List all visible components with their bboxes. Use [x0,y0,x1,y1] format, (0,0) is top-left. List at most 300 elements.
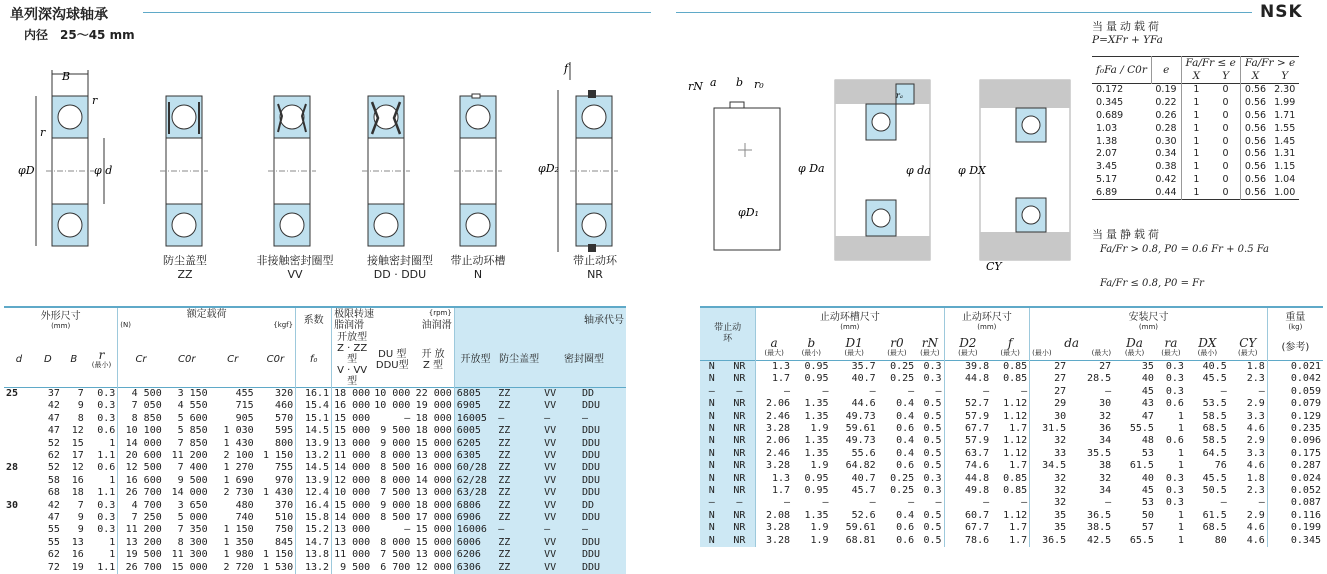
table-cell: 55 [47,524,60,536]
col-x2: X [1251,70,1260,83]
table-cell: 59.61 [845,522,876,534]
hdr-C0r: C0r [177,354,196,365]
factor-cell: 1.03 [1096,122,1118,134]
table-cell: ZZ [496,438,542,450]
table-cell: 0.95 [804,472,829,484]
hdr-open: 开放型 [454,332,496,388]
table-row [700,411,1323,423]
table-cell: NR [724,510,756,522]
table-cell: 2.06 [756,398,792,410]
table-cell: 52.6 [851,509,876,521]
table-cell: 0.95 [804,485,829,497]
table-cell: 58 [47,474,60,486]
text-label: (最小) [801,348,822,357]
factor-cell: 0 [1211,148,1240,161]
mounting-diagrams [680,60,1080,290]
factor-cell: 1 [1193,84,1200,96]
table-cell: — [724,386,756,398]
table-cell: NR [724,535,756,547]
table-cell: — [496,524,542,536]
ddu-bearing-drawing [362,96,410,246]
table-cell: 47 [47,425,60,437]
table-cell: 0.3 [923,485,942,497]
table-cell: 8 500 [380,462,411,474]
table-row [700,448,1323,460]
table-cell: 16.4 [296,500,332,512]
table-cell: 17 [71,450,84,462]
table-cell: 15 000 [415,437,452,449]
table-row [4,537,626,549]
hdr-mount-mm: (mm) [1138,322,1159,331]
table-cell: 0.5 [923,435,942,447]
table-cell: 0.6 [896,460,915,472]
table-cell: 0.059 [1267,386,1323,398]
table-row [700,510,1323,522]
table-cell: 6305 [454,450,496,462]
stat-load-title: 当量静载荷 [1092,228,1162,241]
table-cell: 35 [1030,510,1069,522]
table-cell [4,413,34,425]
hdr-r: r [98,348,105,362]
text-label: (最大) [1161,348,1181,357]
hdr-g2: Z · ZZ型 [337,343,368,365]
table-cell: 26 700 [118,562,164,574]
table-cell: 0.087 [1267,497,1323,509]
hdr-load-n: (N) [120,321,131,329]
table-cell: 20 600 [118,450,164,462]
table-cell: 1 430 [263,487,294,499]
table-cell: VV [542,425,580,437]
table-cell: 2.9 [1246,509,1265,521]
table-cell: DDU [580,487,626,499]
type-label-n [443,254,513,282]
table-cell: 60/28 [454,462,496,474]
table-cell: — [1258,385,1265,397]
table-cell: 6905 [454,400,496,412]
table-cell: 33 [1030,448,1069,460]
right-bearing-table [700,306,1323,547]
table-cell: 18 000 [332,388,373,401]
factor-cell: 1 [1193,174,1200,186]
table-cell: NR [724,361,756,374]
table-cell: N [700,423,724,435]
table-cell: — [1258,497,1265,509]
dim-CY: CY [986,260,1002,273]
table-cell: 64.82 [845,460,876,472]
table-cell: 0.3 [97,412,116,424]
table-cell: 0.079 [1267,398,1323,410]
table-cell: 38.5 [1087,522,1112,534]
factor-cell: 1.55 [1274,122,1296,134]
table-cell: — [756,386,792,398]
text-label: 防尘盖型 [163,254,207,267]
factor-cell: 1 [1193,161,1200,173]
table-row [700,361,1323,374]
table-cell: 76 [1214,460,1227,472]
table-cell: 53.5 [1202,398,1227,410]
hdr-Cr-kgf: Cr [227,354,239,365]
table-row [4,500,626,512]
factor-cell: 0.22 [1151,96,1181,109]
table-cell: 58.5 [1202,435,1227,447]
factor-cell: 1 [1193,97,1200,109]
table-cell: NR [724,485,756,497]
table-cell: DD [580,500,626,512]
table-cell: 570 [275,412,294,424]
table-cell: 15 000 [171,561,208,573]
text-label: N [473,268,483,281]
table-cell: 740 [235,512,254,524]
factor-cell: 0.30 [1151,135,1181,148]
table-cell: DDU [580,475,626,487]
table-cell: 11 200 [118,524,164,536]
table-cell: 2.46 [756,411,792,423]
table-cell: VV [542,500,580,512]
table-cell: 12 [71,462,84,474]
factor-cell: 1 [1193,148,1200,160]
vv-bearing-drawing [268,96,316,246]
table-cell: 0.4 [896,509,915,521]
table-cell: 0.3 [97,499,116,511]
table-cell: 13 200 [118,537,164,549]
table-cell: 39.8 [944,361,991,374]
type-label-zz [145,254,225,282]
dim-ra: rₐ [896,91,903,100]
table-cell: 36 [1099,423,1112,435]
table-cell: N [700,473,724,485]
table-cell: N [700,398,724,410]
page-title: 单列深沟球轴承 [10,7,108,23]
dim-D2: φD₂ [538,162,559,175]
table-cell: 13 [71,536,84,548]
table-cell: 7 350 [177,524,208,536]
factor-cell: 0.56 [1244,122,1267,134]
factor-cell: 0.56 [1244,186,1267,198]
factor-cell: 1.71 [1274,110,1296,122]
table-cell: 47 [47,412,60,424]
table-cell: 9 500 [380,425,411,437]
table-cell: 45.5 [1202,373,1227,385]
table-cell: 14.7 [296,537,332,549]
factor-cell: 0 [1211,173,1240,186]
table-cell: ZZ [496,425,542,437]
table-cell: 18 000 [415,412,452,424]
table-cell: 1.12 [1003,398,1028,410]
table-cell: VV [542,487,580,499]
table-cell: 55.5 [1129,423,1154,435]
hdr-DX: DX [1198,335,1217,350]
table-cell: — [935,497,942,509]
table-row [700,435,1323,447]
table-cell: ZZ [496,537,542,549]
table-cell: 1 [1177,447,1184,459]
factor-cell: 5.17 [1096,174,1118,186]
hdr-f: f [1007,335,1013,350]
table-row [700,485,1323,497]
table-row [700,473,1323,485]
hdr-ring-mm: (mm) [977,322,997,331]
table-cell: 1 [1177,534,1184,546]
table-cell: 36.5 [1087,509,1112,521]
table-cell: 1.8 [1246,361,1265,372]
table-row [700,535,1323,547]
table-cell: VV [542,512,580,524]
table-cell: 32 [1030,497,1069,509]
hdr-du1: DU 型 [378,348,407,360]
table-cell: — [908,497,915,509]
factor-row [1092,135,1299,148]
hdr-f0: f₀ [296,332,332,388]
table-cell: 1.3 [756,361,792,374]
hdr-shield: 防尘盖型 [496,332,542,388]
dim-D: φD [18,164,35,177]
table-cell [4,438,34,450]
table-cell: VV [542,562,580,574]
text-label: 非接触密封圈型 [256,254,334,267]
hdr-outline-unit: (mm) [51,321,71,330]
table-cell: DDU [580,438,626,450]
table-cell: 9 000 [380,437,411,449]
table-cell: 15 000 [332,413,373,425]
hdr-ra: ra [1164,335,1178,350]
table-cell: 68.5 [1202,423,1227,435]
table-cell: 6906 [454,512,496,524]
dim-r-top: r [92,94,98,107]
text-label: (最大) [844,348,864,357]
hdr-g1: 开放型 [337,332,368,343]
table-cell: 6 700 [380,561,411,573]
hdr-groove-mm: (mm) [840,322,860,331]
hdr-load-kgf: {kgf} [273,321,294,329]
table-cell: — [404,412,411,424]
table-cell: 2.06 [756,435,792,447]
table-cell: 35 [1141,361,1154,372]
table-cell: 0.95 [804,361,829,372]
zz-bearing-drawing [160,96,208,246]
table-row [4,562,626,574]
table-cell: 11 300 [171,549,208,561]
factor-cell: 0.28 [1151,122,1181,135]
hdr-outline: 外形尺寸 [40,310,81,322]
hdr-ref: (参考) [1267,334,1323,360]
factor-cell: 1 [1193,135,1200,147]
table-row [4,487,626,499]
table-cell: 1.9 [810,522,829,534]
factor-cell: 0.56 [1244,110,1267,122]
table-cell: 1.7 [756,485,792,497]
table-cell: 0.4 [896,447,915,459]
table-cell: VV [542,438,580,450]
table-cell: 5 850 [177,425,208,437]
table-cell: 0.052 [1267,485,1323,497]
hdr-r-min: (最小) [91,361,112,369]
factor-cell: 1.00 [1274,186,1296,198]
table-cell: 13 000 [415,487,452,499]
table-cell: 16005 [454,413,496,425]
table-cell: 0.6 [896,534,915,546]
table-cell: 1 980 [223,549,254,561]
table-cell: 320 [275,388,294,399]
text-label: (最大) [920,348,940,357]
table-cell: 0.5 [923,398,942,410]
table-cell: 15 000 [332,425,373,437]
table-cell: 35 [1030,522,1069,534]
table-cell: 13.2 [296,562,332,574]
table-cell: 30 [1030,411,1069,423]
table-cell: N [700,522,724,534]
factor-cell: 0.38 [1151,160,1181,173]
dim-rN: rN [688,80,703,93]
table-cell: NR [724,398,756,410]
text-label: 带止动环槽 [450,254,506,267]
table-cell: DDU [580,462,626,474]
hdr-d: d [15,354,23,365]
table-cell [4,487,34,499]
table-cell: ZZ [496,562,542,574]
left-bearing-table [4,306,626,574]
table-cell: 34 [1099,435,1112,447]
col-y1: Y [1211,70,1240,83]
table-row [4,400,626,412]
text-label: DD · DDU [373,268,427,281]
hdr-weight: 重量 [1285,311,1306,323]
table-cell: 0.3 [97,512,116,524]
hdr-speed-unit: {rpm} [428,309,452,317]
table-cell: 970 [275,474,294,486]
hdr-Da: Da [1126,335,1143,350]
table-cell: 0.25 [890,472,915,484]
dim-B: B [62,70,71,83]
table-cell: 45 [1141,485,1154,497]
text-label: (最大) [887,348,907,357]
dim-r0: r₀ [754,78,764,91]
table-cell: 15.8 [296,512,332,524]
text-label: (最大) [958,348,978,357]
table-cell: — [822,497,829,509]
table-cell: 16 000 [415,462,452,474]
hdr-ring-dims: 止动环尺寸 [961,311,1012,323]
table-cell: 61.5 [1202,509,1227,521]
table-cell: 0.6 [97,462,116,474]
table-cell: 1 690 [223,474,254,486]
table-row [700,522,1323,534]
n-bearing-drawing [454,94,502,246]
factor-row [1092,96,1299,109]
table-cell: 1 [109,549,116,561]
text-label: (最大) [1124,348,1145,357]
table-cell: 52.7 [944,398,991,410]
brand-logo: NSK [1260,2,1303,22]
table-cell: 9 000 [380,499,411,511]
hdr-D1: D1 [845,335,863,350]
table-cell: 35.5 [1087,447,1112,459]
table-cell: 1.1 [97,487,116,499]
factor-cell: 0 [1211,109,1240,122]
table-cell: 35.7 [851,361,876,372]
table-cell: 12 000 [332,475,373,487]
table-cell: 0.3 [923,373,942,385]
table-cell: 8 500 [380,512,411,524]
table-cell: 2.9 [1246,398,1265,410]
table-cell: 36.5 [1030,535,1069,547]
table-cell: 67.7 [944,522,991,534]
factor-cell: 0.34 [1151,148,1181,161]
table-cell: 53 [1141,447,1154,459]
table-cell: 13.2 [296,450,332,462]
table-cell: 17 000 [415,512,452,524]
table-cell: 13 000 [332,524,373,536]
table-cell: 47 [1141,410,1154,422]
table-cell: 1.3 [756,473,792,485]
factor-table [1092,56,1299,200]
table-cell: 4 500 [118,388,164,401]
factor-cell: 2.30 [1274,84,1296,96]
table-cell: 0.116 [1267,510,1323,522]
table-cell: 32 [1030,473,1069,485]
table-cell: 8 000 [380,536,411,548]
dim-f: f [564,62,569,75]
table-cell: VV [542,400,580,412]
table-cell: 13 000 [332,438,373,450]
dim-D1: φD₁ [738,206,759,219]
table-cell: N [700,485,724,497]
table-cell: 7 [77,388,84,399]
table-cell: 0.287 [1267,460,1323,472]
table-cell: 750 [275,524,294,536]
hdr-a: a [770,335,778,350]
table-row [4,549,626,561]
table-cell: 8 [77,412,84,424]
table-cell: 460 [275,400,294,412]
table-cell [4,537,34,549]
table-cell: 755 [275,462,294,474]
table-cell: 1.35 [804,435,829,447]
table-cell: 0.3 [97,388,116,399]
table-cell: 0.345 [1267,535,1323,547]
table-cell: 10 000 [374,400,411,412]
table-cell: DDU [580,562,626,574]
factor-cell: 0 [1211,160,1240,173]
table-cell: 0.5 [923,447,942,459]
table-cell: 45.7 [851,485,876,497]
table-cell: 68.5 [1202,522,1227,534]
table-cell: 60.7 [944,510,991,522]
table-cell: 1 430 [223,437,254,449]
table-cell: 11 000 [332,549,373,561]
table-cell: 38 [1099,460,1112,472]
table-cell: 28.5 [1087,373,1112,385]
table-cell: 10 000 [374,388,411,399]
table-cell: 9 500 [177,474,208,486]
table-cell: 19 000 [415,400,452,412]
factor-row [1092,109,1299,122]
hdr-C0r-kgf: C0r [266,354,285,365]
table-cell: 2.3 [1246,485,1265,497]
table-cell: 3.28 [756,460,792,472]
type-label-ddu [345,254,455,282]
table-cell: — [542,524,580,536]
table-cell: 12 500 [118,462,164,474]
table-cell: VV [542,388,580,401]
table-cell: — [935,385,942,397]
table-cell: 0.3 [1165,385,1184,397]
table-cell: NR [724,522,756,534]
table-cell: N [700,361,724,374]
table-cell: 72 [47,561,60,573]
table-cell: 13.9 [296,438,332,450]
table-cell: 78.6 [944,535,991,547]
table-cell: 0.235 [1267,423,1323,435]
